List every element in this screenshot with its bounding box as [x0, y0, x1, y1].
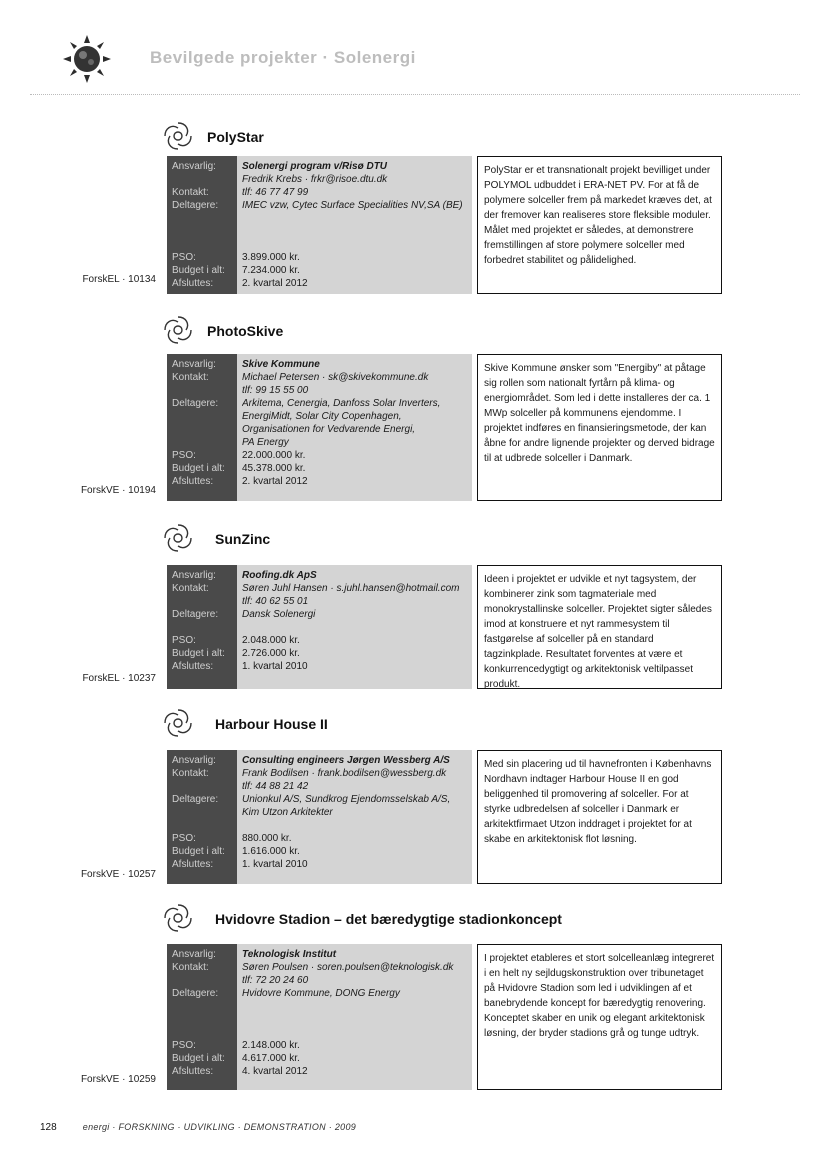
label-spacer — [172, 974, 237, 987]
project-title: SunZinc — [215, 531, 271, 547]
label-budget: Budget i alt: — [172, 265, 225, 276]
project-description: I projektet etableres et stort solcelleanlæg integreret i en helt ny sejldugskonstruktion over tribunetaget på Hvidovre Stadion som led i udviklingen af et banebrydende koncept for bæredygtig renovering. Konceptet skaber en unik og elegant arkitektonisk løsning, der bryder stadions grå og tunge udtryk. — [477, 944, 722, 1090]
value-spacer — [242, 1013, 472, 1026]
header-divider — [30, 94, 800, 95]
label-ansvarlig: Ansvarlig: — [172, 949, 216, 960]
label-kontakt: Kontakt: — [172, 583, 209, 594]
project-reference: ForskVE · 10259 — [80, 1074, 156, 1085]
kontakt-value: Michael Petersen · sk@skivekommune.dk — [242, 372, 429, 383]
pso-value: 3.899.000 kr. — [242, 252, 300, 263]
project-title: PhotoSkive — [207, 323, 284, 339]
deltagere-value: Organisationen for Vedvarende Energi, — [242, 424, 416, 435]
project-entry — [0, 520, 827, 695]
budget-value: 2.726.000 kr. — [242, 648, 300, 659]
budget-value: 4.617.000 kr. — [242, 1053, 300, 1064]
deltagere-value: EnergiMidt, Solar City Copenhagen, — [242, 411, 402, 422]
tlf-value: tlf: 46 77 47 99 — [242, 187, 309, 198]
project-title: PolyStar — [207, 129, 264, 145]
project-title-row — [160, 705, 800, 743]
value-spacer — [242, 212, 472, 225]
label-afsluttes: Afsluttes: — [172, 1066, 214, 1077]
label-pso: PSO: — [172, 635, 196, 646]
label-spacer — [172, 436, 237, 449]
ansvarlig-value: Solenergi program v/Risø DTU — [242, 161, 388, 172]
spiral-logo-icon — [160, 520, 196, 556]
kontakt-value: Fredrik Krebs · frkr@risoe.dtu.dk — [242, 174, 388, 185]
project-title: Harbour House II — [215, 716, 328, 732]
deltagere-value: Dansk Solenergi — [242, 609, 316, 620]
label-afsluttes: Afsluttes: — [172, 661, 214, 672]
field-values — [237, 354, 472, 501]
label-spacer — [172, 225, 237, 238]
label-budget: Budget i alt: — [172, 1053, 225, 1064]
label-budget: Budget i alt: — [172, 648, 225, 659]
field-values — [237, 944, 472, 1090]
project-title-row — [160, 118, 800, 156]
label-spacer — [172, 1013, 237, 1026]
deltagere-value: IMEC vzw, Cytec Surface Specialities NV,SA (BE) — [242, 200, 463, 211]
pso-value: 22.000.000 kr. — [242, 450, 306, 461]
spiral-logo-icon — [160, 118, 196, 154]
pso-value: 2.148.000 kr. — [242, 1040, 300, 1051]
project-title-row — [160, 520, 800, 558]
deltagere-value: Hvidovre Kommune, DONG Energy — [242, 988, 400, 999]
field-values — [237, 565, 472, 689]
label-deltagere: Deltagere: — [172, 988, 219, 999]
pso-value: 2.048.000 kr. — [242, 635, 300, 646]
project-entry — [0, 118, 827, 298]
label-spacer — [172, 173, 237, 186]
label-spacer — [172, 819, 237, 832]
label-ansvarlig: Ansvarlig: — [172, 161, 216, 172]
label-kontakt: Kontakt: — [172, 768, 209, 779]
spiral-logo-icon — [160, 900, 196, 936]
field-labels — [167, 565, 237, 689]
field-values — [237, 156, 472, 294]
tlf-value: tlf: 72 20 24 60 — [242, 975, 309, 986]
label-spacer — [172, 806, 237, 819]
project-description: Skive Kommune ønsker som "Energiby" at påtage sig rollen som nationalt fyrtårn på klima- og energiområdet. Som led i dette installeres der ca. 1 MWp solceller på kommunens ejendomme. I projektet indføres en finansieringsmetode, der kan åbne for andre lignende projekter og derved bidrage til at udbrede solceller i Danmark. — [477, 354, 722, 501]
tlf-value: tlf: 40 62 55 01 — [242, 596, 309, 607]
project-title-row — [160, 312, 800, 350]
label-spacer — [172, 384, 237, 397]
budget-value: 1.616.000 kr. — [242, 846, 300, 857]
project-reference: ForskEL · 10237 — [82, 673, 156, 684]
label-ansvarlig: Ansvarlig: — [172, 359, 216, 370]
tlf-value: tlf: 44 88 21 42 — [242, 781, 309, 792]
value-spacer — [242, 819, 472, 832]
label-spacer — [172, 423, 237, 436]
value-spacer — [242, 1026, 472, 1039]
afsluttes-value: 2. kvartal 2012 — [242, 278, 308, 289]
project-description: PolyStar er et transnationalt projekt bevilliget under POLYMOL udbuddet i ERA-NET PV. For at få de polymere solceller frem på markedet kræves det, at der fremover kan realiseres store fleksible moduler. Målet med projektet er således, at demonstrere fremstillingen af store polymere solceller med forbedret stabilitet og pålidelighed. — [477, 156, 722, 294]
section-title: Bevilgede projekter · Solenergi — [150, 48, 416, 67]
kontakt-value: Frank Bodilsen · frank.bodilsen@wessberg.dk — [242, 768, 447, 779]
ansvarlig-value: Consulting engineers Jørgen Wessberg A/S — [242, 755, 450, 766]
label-spacer — [172, 780, 237, 793]
afsluttes-value: 1. kvartal 2010 — [242, 661, 308, 672]
page-number: 128 — [40, 1122, 57, 1133]
field-labels — [167, 750, 237, 884]
budget-value: 7.234.000 kr. — [242, 265, 300, 276]
label-kontakt: Kontakt: — [172, 372, 209, 383]
project-entry — [0, 900, 827, 1090]
kontakt-value: Søren Juhl Hansen · s.juhl.hansen@hotmail.com — [242, 583, 460, 594]
deltagere-value: Arkitema, Cenergia, Danfoss Solar Inverters, — [242, 398, 441, 409]
project-title-row — [160, 900, 800, 938]
label-deltagere: Deltagere: — [172, 200, 219, 211]
kontakt-value: Søren Poulsen · soren.poulsen@teknologisk.dk — [242, 962, 454, 973]
label-deltagere: Deltagere: — [172, 609, 219, 620]
afsluttes-value: 1. kvartal 2010 — [242, 859, 308, 870]
project-entry — [0, 312, 827, 507]
project-description: Ideen i projektet er udvikle et nyt tagsystem, der kombinerer zink som tagmateriale med monokrystallinske solceller. Projektet sigter således imod at konstruere et nyt rammesystem til fastgørelse af solceller på en standard tagzinkplade. Resultatet forventes at være et konkurrencedygtigt og arkitektonisk veltilpasset produkt. — [477, 565, 722, 689]
label-budget: Budget i alt: — [172, 846, 225, 857]
label-spacer — [172, 1026, 237, 1039]
label-pso: PSO: — [172, 252, 196, 263]
label-afsluttes: Afsluttes: — [172, 859, 214, 870]
ansvarlig-value: Skive Kommune — [242, 359, 320, 370]
afsluttes-value: 2. kvartal 2012 — [242, 476, 308, 487]
field-values — [237, 750, 472, 884]
value-spacer — [242, 225, 472, 238]
afsluttes-value: 4. kvartal 2012 — [242, 1066, 308, 1077]
label-kontakt: Kontakt: — [172, 962, 209, 973]
label-ansvarlig: Ansvarlig: — [172, 570, 216, 581]
spiral-logo-icon — [160, 312, 196, 348]
label-spacer — [172, 1000, 237, 1013]
project-title: Hvidovre Stadion – det bæredygtige stadionkoncept — [215, 911, 562, 927]
label-spacer — [172, 621, 237, 634]
ansvarlig-value: Teknologisk Institut — [242, 949, 337, 960]
project-entry — [0, 705, 827, 885]
label-spacer — [172, 595, 237, 608]
label-pso: PSO: — [172, 450, 196, 461]
field-labels — [167, 944, 237, 1090]
value-spacer — [242, 621, 472, 634]
deltagere-value: Unionkul A/S, Sundkrog Ejendomsselskab A/S, — [242, 794, 451, 805]
label-spacer — [172, 238, 237, 251]
pso-value: 880.000 kr. — [242, 833, 292, 844]
project-reference: ForskEL · 10134 — [82, 274, 156, 285]
label-deltagere: Deltagere: — [172, 794, 219, 805]
label-afsluttes: Afsluttes: — [172, 476, 214, 487]
label-afsluttes: Afsluttes: — [172, 278, 214, 289]
label-pso: PSO: — [172, 833, 196, 844]
deltagere-value: PA Energy — [242, 437, 289, 448]
spiral-logo-icon — [160, 705, 196, 741]
project-reference: ForskVE · 10257 — [80, 869, 156, 880]
project-reference: ForskVE · 10194 — [80, 485, 156, 496]
field-labels — [167, 156, 237, 294]
deltagere-value: Kim Utzon Arkitekter — [242, 807, 333, 818]
page-header — [0, 0, 827, 95]
label-kontakt: Kontakt: — [172, 187, 209, 198]
label-spacer — [172, 212, 237, 225]
publication-name: energi · FORSKNING · UDVIKLING · DEMONSTRATION · 2009 — [82, 1122, 357, 1132]
label-ansvarlig: Ansvarlig: — [172, 755, 216, 766]
budget-value: 45.378.000 kr. — [242, 463, 306, 474]
project-description: Med sin placering ud til havnefronten i Københavns Nordhavn indtager Harbour House II en god beliggenhed til promovering af solceller. For at styrke udbredelsen af solceller i Danmark er arkitektfirmaet Utzon inddraget i projektet for at skabe en arkitektonisk flot løsning. — [477, 750, 722, 884]
label-spacer — [172, 410, 237, 423]
tlf-value: tlf: 99 15 55 00 — [242, 385, 309, 396]
page-footer — [40, 1122, 356, 1133]
value-spacer — [242, 1000, 472, 1013]
field-labels — [167, 354, 237, 501]
ansvarlig-value: Roofing.dk ApS — [242, 570, 317, 581]
sun-logo-icon — [62, 34, 112, 84]
label-pso: PSO: — [172, 1040, 196, 1051]
label-budget: Budget i alt: — [172, 463, 225, 474]
label-deltagere: Deltagere: — [172, 398, 219, 409]
value-spacer — [242, 238, 472, 251]
